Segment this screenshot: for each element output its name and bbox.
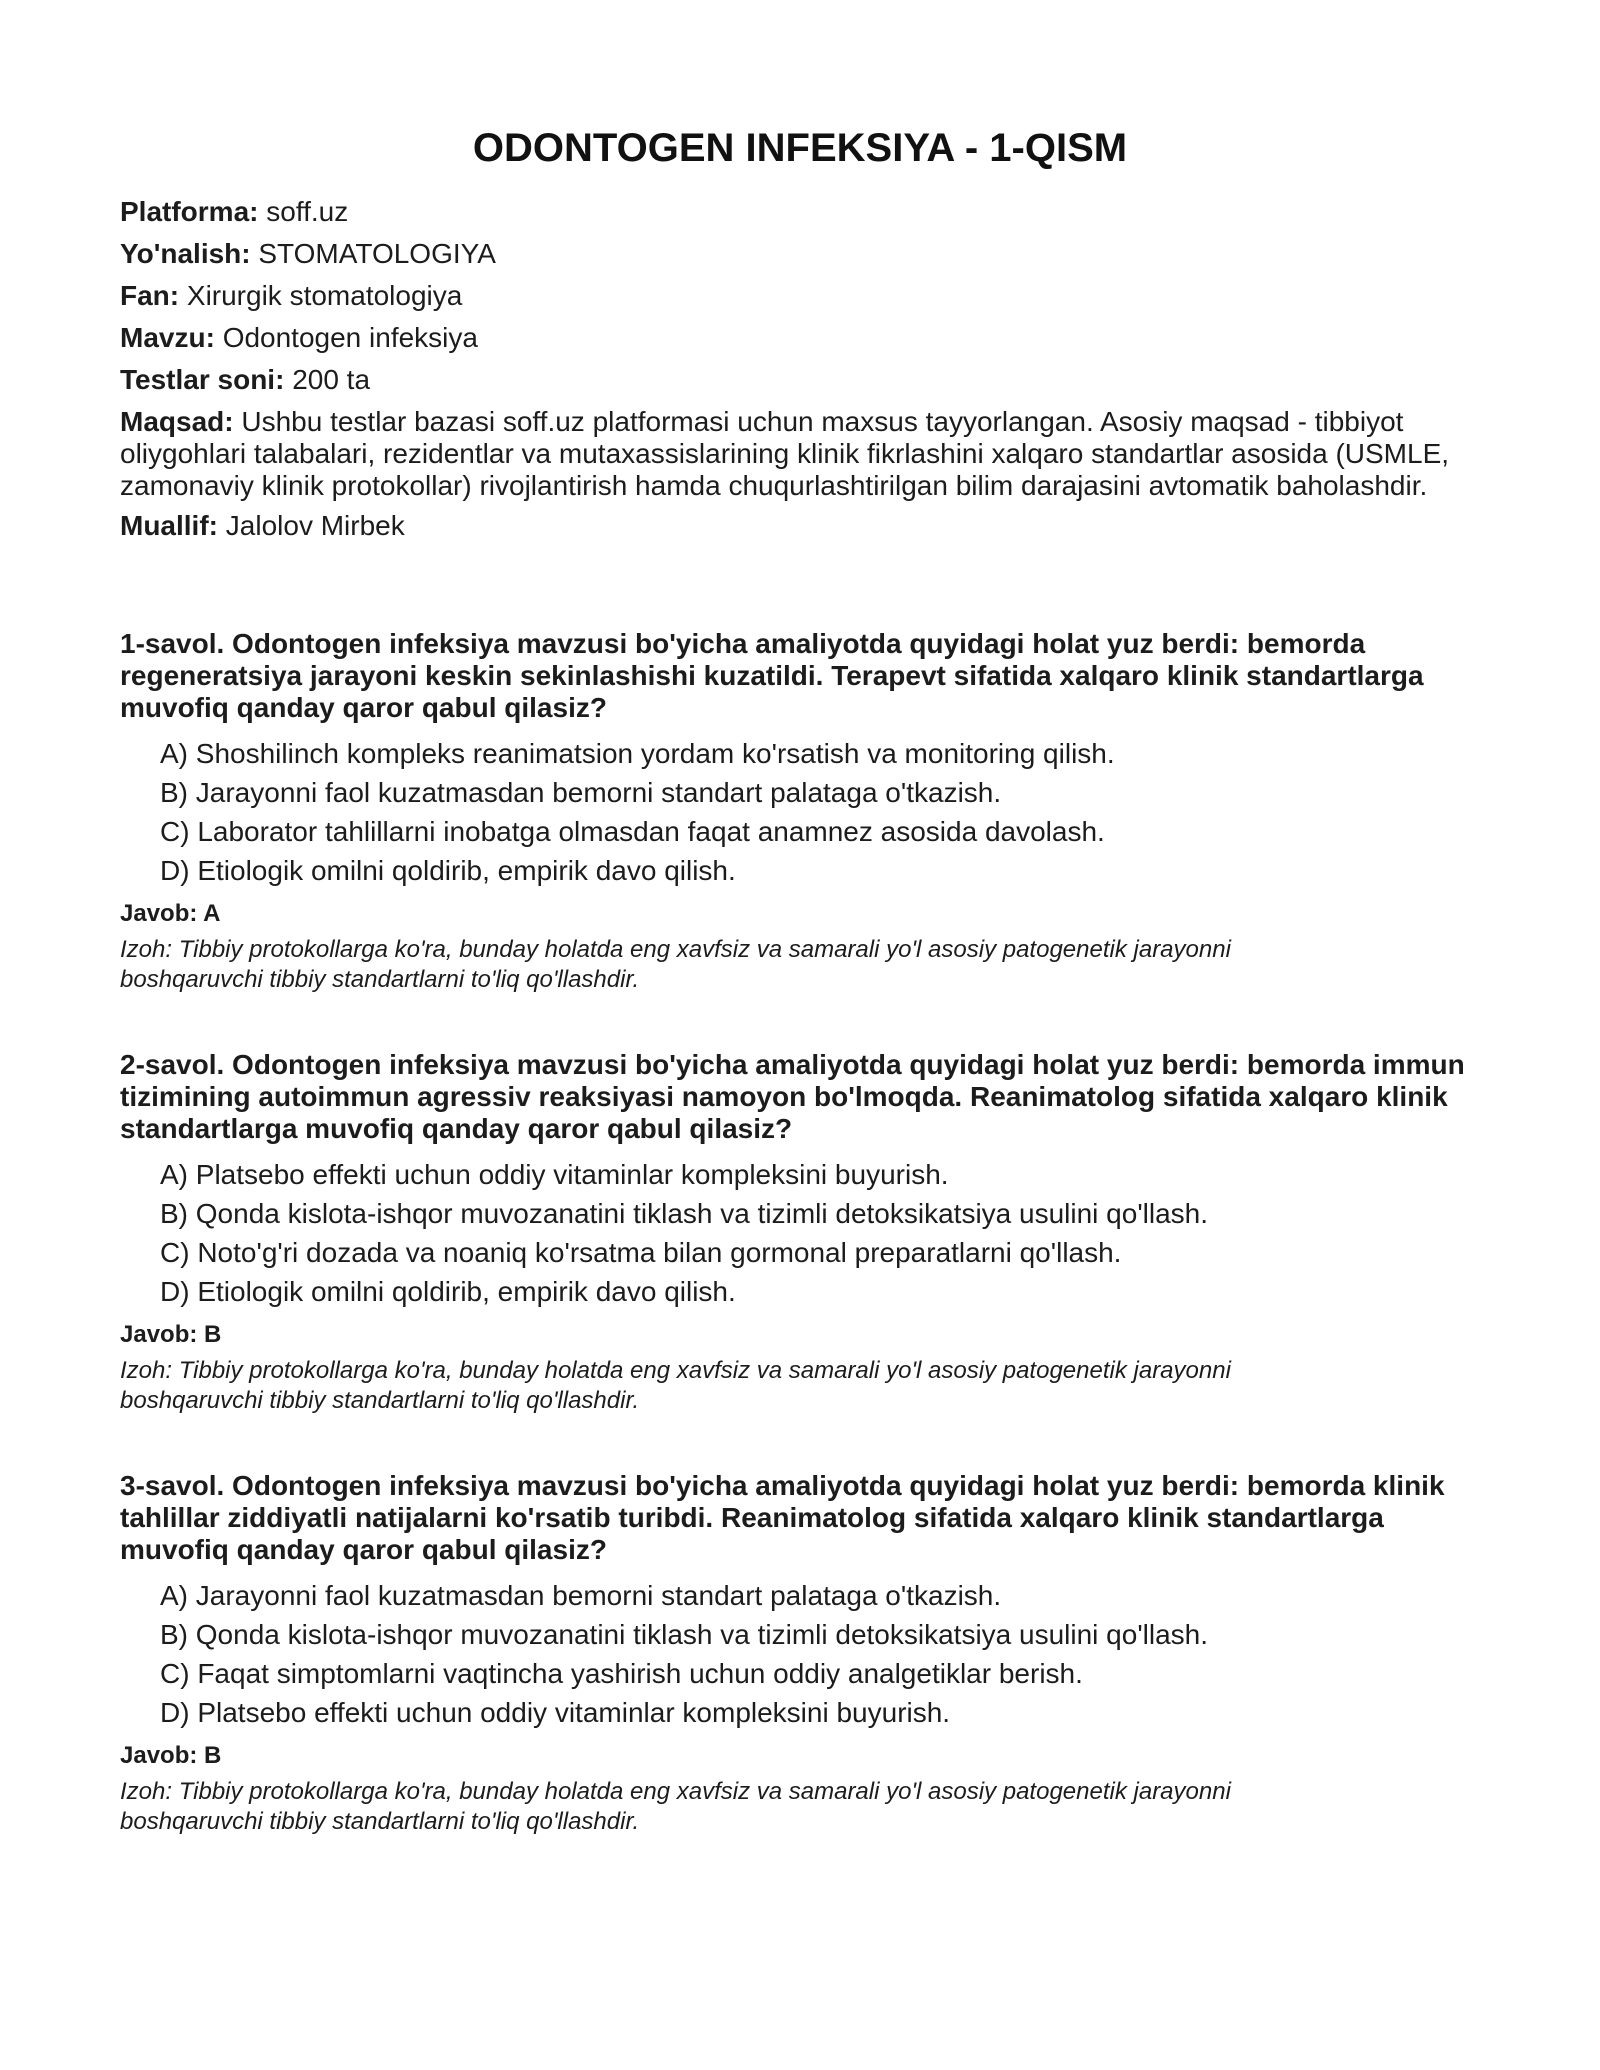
- meta-subject: [120, 280, 1490, 312]
- correct-answer: Javob: B: [120, 1742, 222, 1769]
- meta-subject-label: Fan:: [120, 280, 180, 311]
- meta-count-label: Testlar soni:: [120, 364, 285, 395]
- question-3: [120, 1470, 1490, 1837]
- option-a: A) Jarayonni faol kuzatmasdan bemorni standart palataga o'tkazish.: [160, 1580, 1002, 1611]
- answer-options: [120, 738, 1490, 887]
- option-b: B) Jarayonni faol kuzatmasdan bemorni standart palataga o'tkazish.: [160, 777, 1002, 808]
- correct-answer: Javob: B: [120, 1321, 222, 1348]
- explanation-note: Izoh: Tibbiy protokollarga ko'ra, bunday holatda eng xavfsiz va samarali yo'l asosiy patogenetik jarayonni boshqaruvchi tibbiy standartlarni to'liq qo'llashdir.: [120, 1778, 1231, 1835]
- question-text: 2-savol. Odontogen infeksiya mavzusi bo'yicha amaliyotda quyidagi holat yuz berdi: bemorda immun tizimining autoimmun agressiv reaksiyasi namoyon bo'lmoqda. Reanimatolog sifatida xalqaro klinik standartlarga muvofiq qanday qaror qabul qilasiz?: [120, 1049, 1465, 1144]
- option-a: A) Platsebo effekti uchun oddiy vitaminlar kompleksini buyurish.: [160, 1159, 949, 1190]
- meta-author-value: Jalolov Mirbek: [225, 510, 405, 541]
- question-text: 1-savol. Odontogen infeksiya mavzusi bo'yicha amaliyotda quyidagi holat yuz berdi: bemorda regeneratsiya jarayoni keskin sekinlashishi kuzatildi. Terapevt sifatida xalqaro klinik standartlarga muvofiq qanday qaror qabul qilasiz?: [120, 628, 1424, 723]
- explanation-note: Izoh: Tibbiy protokollarga ko'ra, bunday holatda eng xavfsiz va samarali yo'l asosiy patogenetik jarayonni boshqaruvchi tibbiy standartlarni to'liq qo'llashdir.: [120, 936, 1231, 993]
- option-c: C) Faqat simptomlarni vaqtincha yashirish uchun oddiy analgetiklar berish.: [160, 1658, 1083, 1689]
- answer-options: [120, 1159, 1490, 1308]
- correct-answer: Javob: A: [120, 900, 221, 927]
- meta-platform-label: Platforma:: [120, 196, 259, 227]
- option-b: B) Qonda kislota-ishqor muvozanatini tiklash va tizimli detoksikatsiya usulini qo'llash.: [160, 1198, 1209, 1229]
- document-page: [120, 0, 1490, 1891]
- option-b: B) Qonda kislota-ishqor muvozanatini tiklash va tizimli detoksikatsiya usulini qo'llash.: [160, 1619, 1209, 1650]
- meta-author: [120, 510, 1490, 542]
- document-meta: [120, 196, 1490, 542]
- option-d: D) Etiologik omilni qoldirib, empirik davo qilish.: [160, 855, 736, 886]
- answer-options: [120, 1580, 1490, 1729]
- option-d: D) Etiologik omilni qoldirib, empirik davo qilish.: [160, 1276, 736, 1307]
- option-a: A) Shoshilinch kompleks reanimatsion yordam ko'rsatish va monitoring qilish.: [160, 738, 1115, 769]
- meta-subject-value: Xirurgik stomatologiya: [186, 280, 463, 311]
- meta-direction-label: Yo'nalish:: [120, 238, 251, 269]
- meta-platform: [120, 196, 1490, 228]
- meta-topic-value: Odontogen infeksiya: [222, 322, 478, 353]
- meta-count-value: 200 ta: [292, 364, 371, 395]
- meta-author-label: Muallif:: [120, 510, 218, 541]
- meta-direction-value: STOMATOLOGIYA: [258, 238, 496, 269]
- meta-platform-value: soff.uz: [266, 196, 349, 227]
- meta-purpose-value: Ushbu testlar bazasi soff.uz platformasi uchun maxsus tayyorlangan. Asosiy maqsad - tibbiyot oliygohlari talabalari, rezidentlar va mutaxassislarining klinik fikrlashini xalqaro standartlar asosida (USMLE, zamonaviy klinik protokollar) rivojlantirish hamda chuqurlashtirilgan bilim darajasini avtomatik baholashdir.: [120, 406, 1450, 501]
- question-1: [120, 628, 1490, 995]
- meta-topic: [120, 322, 1490, 354]
- explanation-note: Izoh: Tibbiy protokollarga ko'ra, bunday holatda eng xavfsiz va samarali yo'l asosiy patogenetik jarayonni boshqaruvchi tibbiy standartlarni to'liq qo'llashdir.: [120, 1357, 1231, 1414]
- meta-purpose-label: Maqsad:: [120, 406, 234, 437]
- meta-count: [120, 364, 1490, 396]
- option-c: C) Noto'g'ri dozada va noaniq ko'rsatma bilan gormonal preparatlarni qo'llash.: [160, 1237, 1122, 1268]
- question-text: 3-savol. Odontogen infeksiya mavzusi bo'yicha amaliyotda quyidagi holat yuz berdi: bemorda klinik tahlillar ziddiyatli natijalarni ko'rsatib turibdi. Reanimatolog sifatida xalqaro klinik standartlarga muvofiq qanday qaror qabul qilasiz?: [120, 1470, 1445, 1565]
- meta-purpose: [120, 406, 1490, 502]
- question-2: [120, 1049, 1490, 1416]
- meta-direction: [120, 238, 1490, 270]
- meta-topic-label: Mavzu:: [120, 322, 215, 353]
- option-c: C) Laborator tahlillarni inobatga olmasdan faqat anamnez asosida davolash.: [160, 816, 1105, 847]
- document-title: ODONTOGEN INFEKSIYA - 1-QISM: [472, 126, 1128, 170]
- option-d: D) Platsebo effekti uchun oddiy vitaminlar kompleksini buyurish.: [160, 1697, 951, 1728]
- question-list: [120, 628, 1490, 1837]
